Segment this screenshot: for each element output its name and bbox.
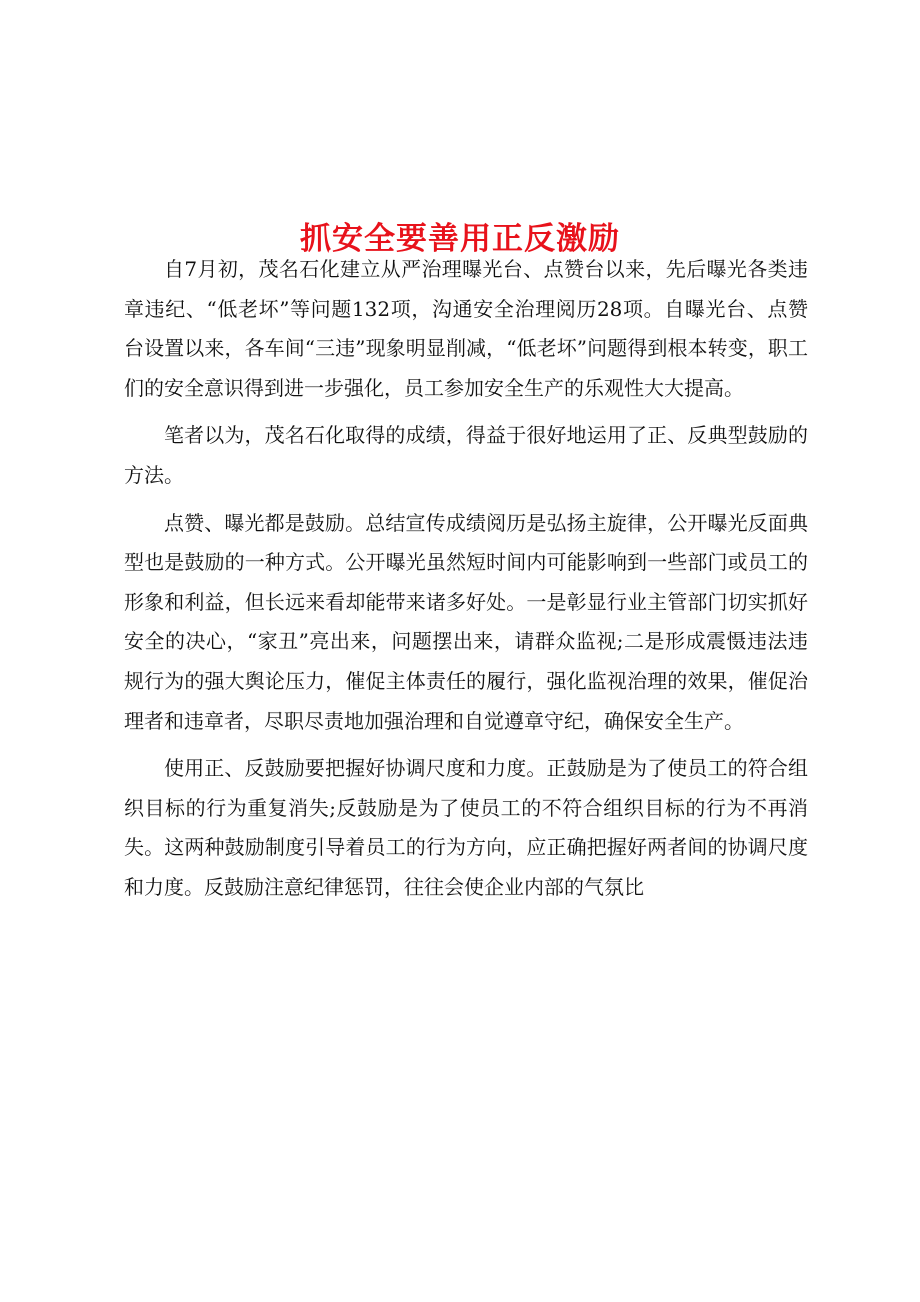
paragraph-4: 使用正、反鼓励要把握好协调尺度和力度。正鼓励是为了使员工的符合组织目标的行为重复消失;反鼓励是为了使员工的不符合组织目标的行为不再消失。这两种鼓励制度引导着员工的行为方向，应正确把握好两者间的协调尺度和力度。反鼓励注意纪律惩罚，往往会使企业内部的气氛比 xyxy=(124,756,808,899)
document-body xyxy=(124,250,808,916)
paragraph-2: 笔者以为，茂名石化取得的成绩，得益于很好地运用了正、反典型鼓励的方法。 xyxy=(124,423,808,487)
paragraph-3: 点赞、曝光都是鼓励。总结宣传成绩阅历是弘扬主旋律，公开曝光反面典型也是鼓励的一种方式。公开曝光虽然短时间内可能影响到一些部门或员工的形象和利益，但长远来看却能带来诸多好处。一是彰显行业主管部门切实抓好安全的决心，“家丑”亮出来，问题摆出来，请群众监视;二是形成震慑违法违规行为的强大舆论压力，催促主体责任的履行，强化监视治理的效果，催促治理者和违章者，尽职尽责地加强治理和自觉遵章守纪，确保安全生产。 xyxy=(124,510,808,733)
document-title: 抓安全要善用正反激励 xyxy=(300,220,620,257)
paragraph-1: 自7月初，茂名石化建立从严治理曝光台、点赞台以来，先后曝光各类违章违纪、“低老坏”等问题132项，沟通安全治理阅历28项。自曝光台、点赞台设置以来，各车间“三违”现象明显削减，“低老坏”问题得到根本转变，职工们的安全意识得到进一步强化，员工参加安全生产的乐观性大大提高。 xyxy=(124,257,808,400)
